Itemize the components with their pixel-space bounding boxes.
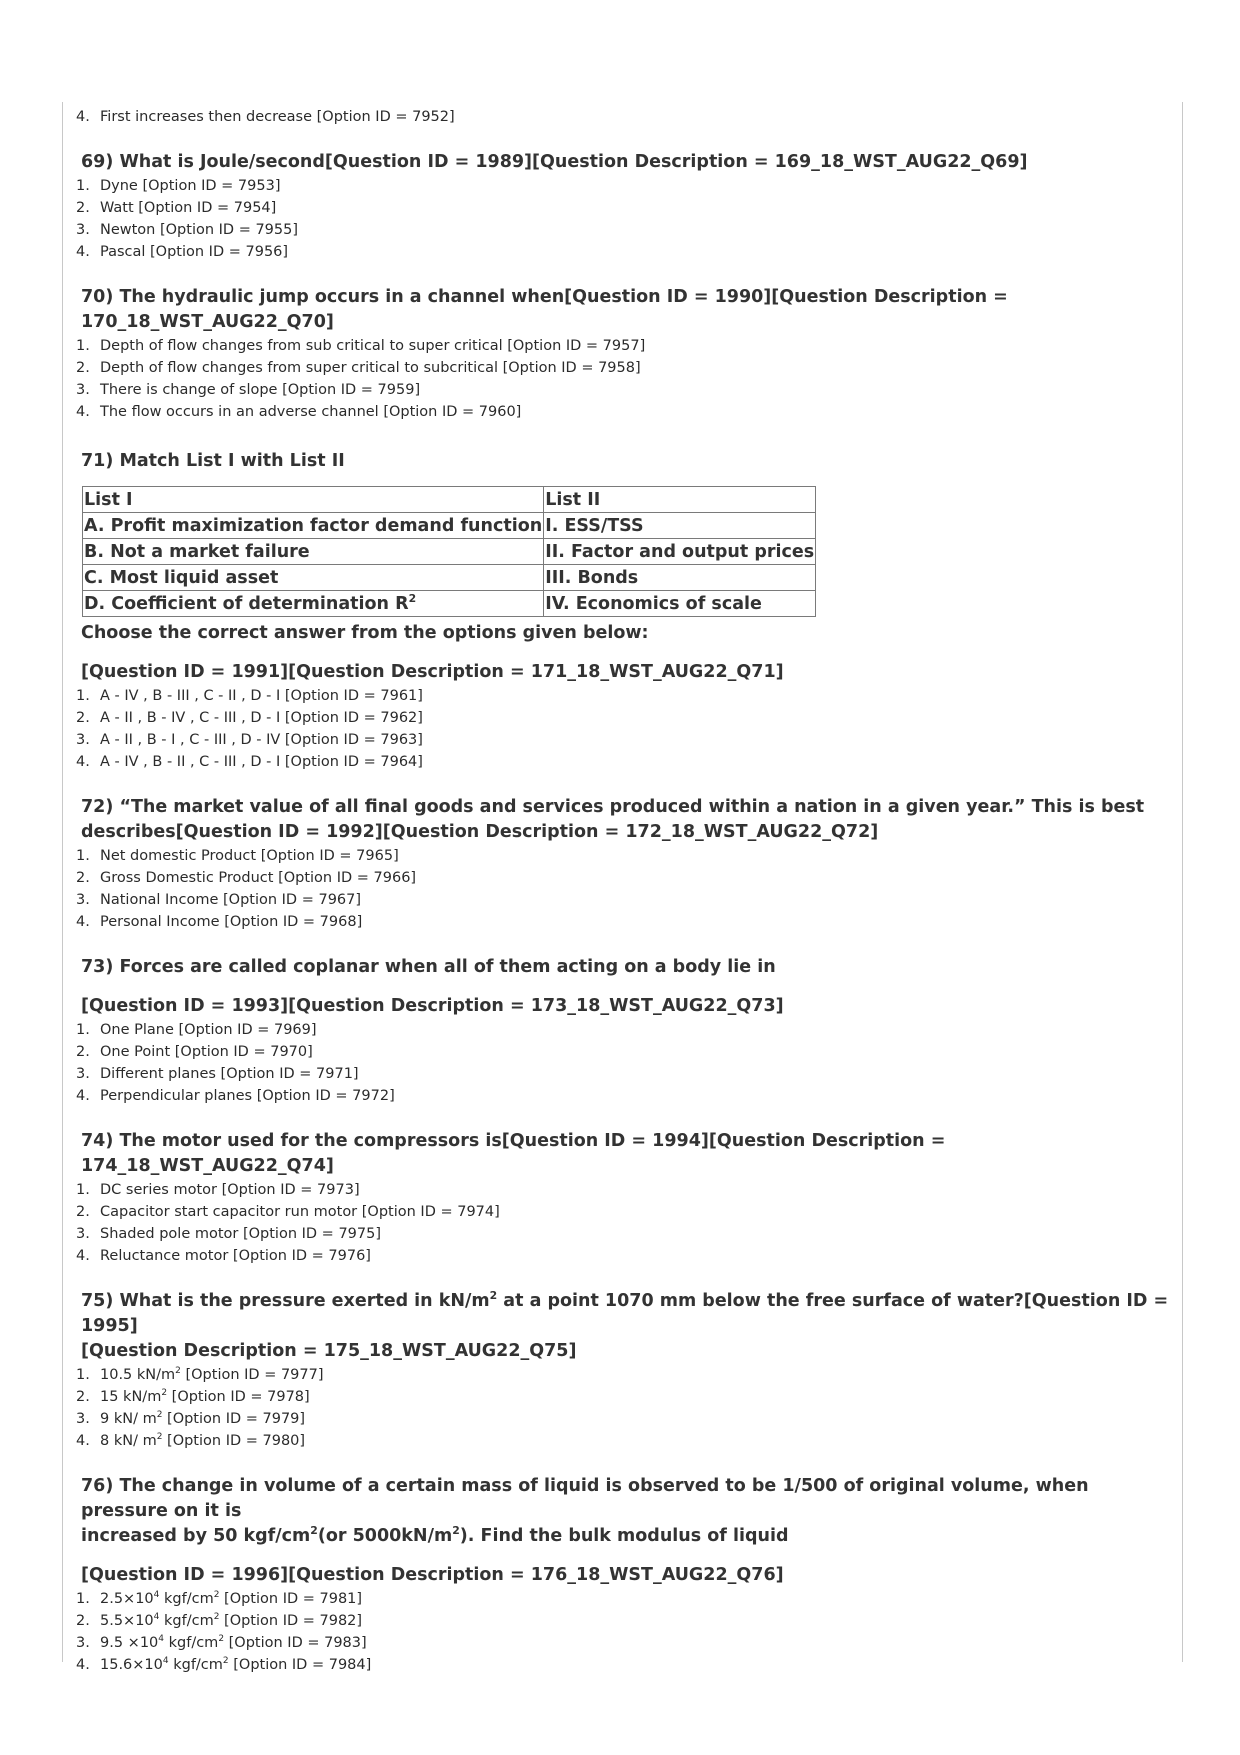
question-70 (76, 285, 1176, 423)
question-heading: 73) Forces are called coplanar when all of them acting on a body lie in (81, 957, 776, 977)
right-border-line (1182, 102, 1183, 1662)
match-table (82, 486, 816, 617)
question-heading: 69) What is Joule/second[Question ID = 1989][Question Description = 169_18_WST_AUG22_Q69] (81, 152, 1028, 172)
option-item: 3. 9 kN/ $m^2$ [Option ID = 7979] (76, 1410, 306, 1427)
option-item: 3. A - II , B - I , C - III , D - IV [Option ID = 7963] (76, 732, 423, 748)
option-item: 3. National Income [Option ID = 7967] (76, 892, 362, 908)
option-item: 1. $2.5\times 10^4$ kgf/$cm^2$ [Option ID = 7981] (76, 1590, 363, 1607)
option-item: 4. Perpendicular planes [Option ID = 7972] (76, 1088, 395, 1104)
option-item: 1. Dyne [Option ID = 7953] (76, 178, 281, 194)
option-item: 1. 10.5 $kN/m^2$ [Option ID = 7977] (76, 1366, 324, 1383)
option-item: 4. First increases then decrease [Option ID = 7952] (76, 109, 455, 125)
option-item: 4. $15.6\times 10^4$ kgf/$cm^2$ [Option ID = 7984] (76, 1656, 372, 1673)
option-item: 3. Shaded pole motor [Option ID = 7975] (76, 1226, 382, 1242)
table-cell: IV. Economics of scale (544, 591, 816, 617)
choose-instruction: Choose the correct answer from the options given below: (81, 623, 649, 643)
table-cell: II. Factor and output prices (544, 539, 816, 565)
option-item: 3. Different planes [Option ID = 7971] (76, 1066, 359, 1082)
option-item: 4. Pascal [Option ID = 7956] (76, 244, 289, 260)
option-item: 1. Net domestic Product [Option ID = 7965] (76, 848, 399, 864)
option-item: 2. $5.5\times 10^4$ kgf/$cm^2$ [Option ID = 7982] (76, 1612, 363, 1629)
option-item: 1. A - IV , B - III , C - II , D - I [Option ID = 7961] (76, 688, 423, 704)
option-item: 2. One Point [Option ID = 7970] (76, 1044, 313, 1060)
question-73 (76, 955, 1176, 1107)
table-cell: B. Not a market failure (83, 539, 544, 565)
option-item: 4. Reluctance motor [Option ID = 7976] (76, 1248, 371, 1264)
table-cell: List I (83, 487, 544, 513)
option-item: 2. Capacitor start capacitor run motor [Option ID = 7974] (76, 1204, 500, 1220)
option-item: 3. $9.5 \times 10^4$ kgf/$cm^2$ [Option ID = 7983] (76, 1634, 367, 1651)
table-row (83, 513, 816, 539)
option-item: 4. A - IV , B - II , C - III , D - I [Option ID = 7964] (76, 754, 423, 770)
table-row (83, 539, 816, 565)
table-cell: I. ESS/TSS (544, 513, 816, 539)
left-border-line (62, 102, 63, 1662)
question-page (76, 106, 1176, 1676)
question-heading-cont: [Question Description = 175_18_WST_AUG22_Q75] (81, 1341, 577, 1361)
question-76 (76, 1474, 1176, 1676)
table-row (83, 591, 816, 617)
option-item: 4. The flow occurs in an adverse channel [Option ID = 7960] (76, 404, 522, 420)
question-heading-cont: increased by 50 kgf/$cm^2(or$ $5000kN/m^2$). Find the bulk modulus of liquid (81, 1524, 789, 1546)
option-item: 2. 15 $kN/m^2$ [Option ID = 7978] (76, 1388, 310, 1405)
option-item: 4. Personal Income [Option ID = 7968] (76, 914, 363, 930)
question-74 (76, 1129, 1176, 1267)
question-heading-cont: describes[Question ID = 1992][Question Description = 172_18_WST_AUG22_Q72] (81, 822, 879, 842)
option-item: 2. Depth of flow changes from super critical to subcritical [Option ID = 7958] (76, 360, 641, 376)
option-item: 3. Newton [Option ID = 7955] (76, 222, 299, 238)
table-cell: A. Profit maximization factor demand function (83, 513, 544, 539)
question-id-line: [Question ID = 1991][Question Description = 171_18_WST_AUG22_Q71] (81, 662, 784, 682)
option-item: 1. One Plane [Option ID = 7969] (76, 1022, 317, 1038)
question-71 (76, 449, 1176, 773)
option-item: 2. Watt [Option ID = 7954] (76, 200, 277, 216)
question-heading: 74) The motor used for the compressors is[Question ID = 1994][Question Description = 174_18_WST_AUG22_Q74] (81, 1131, 946, 1176)
table-cell: III. Bonds (544, 565, 816, 591)
question-id-line: [Question ID = 1996][Question Description = 176_18_WST_AUG22_Q76] (81, 1565, 784, 1585)
table-cell: D. Coefficient of determination $R^2$ (83, 591, 544, 617)
question-heading: 72) “The market value of all final goods and services produced within a nation in a given year.” This is best (81, 797, 1145, 817)
question-72 (76, 795, 1176, 933)
question-heading: 70) The hydraulic jump occurs in a channel when[Question ID = 1990][Question Description = 170_18_WST_AUG22_Q70] (81, 287, 1008, 332)
question-heading: 75) What is the pressure exerted in $kN/m^2$ at a point 1070 mm below the free surface of water?[Question ID = 1995] (81, 1289, 1169, 1336)
option-item: 1. DC series motor [Option ID = 7973] (76, 1182, 360, 1198)
table-cell: List II (544, 487, 816, 513)
option-item: 1. Depth of flow changes from sub critical to super critical [Option ID = 7957] (76, 338, 646, 354)
question-69 (76, 150, 1176, 263)
option-item: 3. There is change of slope [Option ID = 7959] (76, 382, 421, 398)
table-row (83, 565, 816, 591)
question-heading: 71) Match List I with List II (81, 451, 345, 471)
option-item: 4. 8 kN/ $m^2$ [Option ID = 7980] (76, 1432, 306, 1449)
table-cell: C. Most liquid asset (83, 565, 544, 591)
question-id-line: [Question ID = 1993][Question Description = 173_18_WST_AUG22_Q73] (81, 996, 784, 1016)
table-row (83, 487, 816, 513)
option-item: 2. Gross Domestic Product [Option ID = 7966] (76, 870, 417, 886)
question-heading: 76) The change in volume of a certain mass of liquid is observed to be 1/500 of original volume, when pressure on it is (81, 1476, 1089, 1521)
option-item: 2. A - II , B - IV , C - III , D - I [Option ID = 7962] (76, 710, 423, 726)
question-75 (76, 1289, 1176, 1452)
